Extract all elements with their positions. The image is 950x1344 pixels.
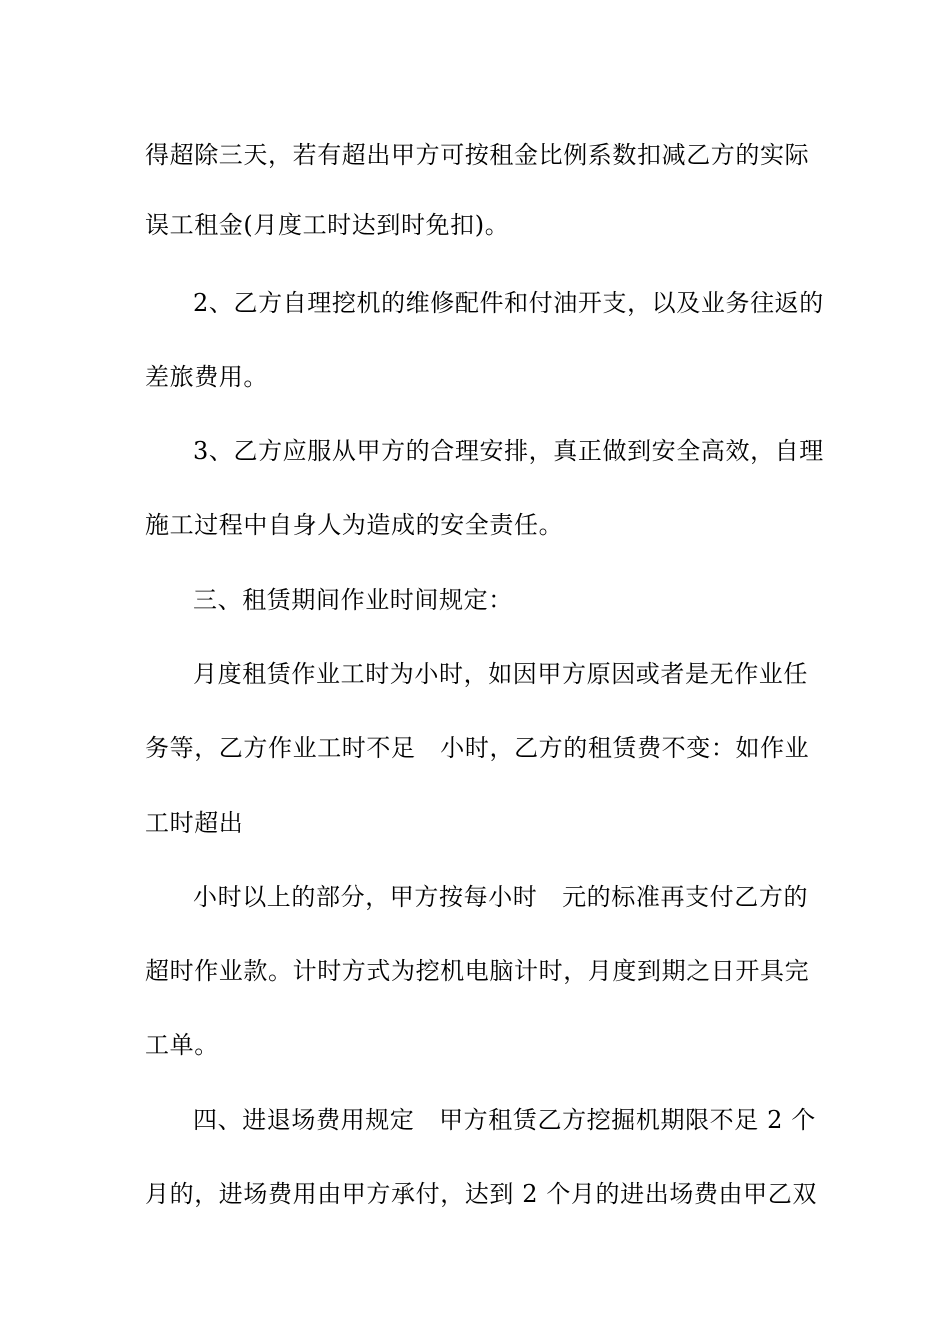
text-line-3: 2、乙方自理挖机的维修配件和付油开支，以及业务往返的: [193, 289, 824, 317]
text-line-12: 超时作业款。计时方式为挖机电脑计时，月度到期之日开具完: [145, 957, 810, 985]
text-line-11: 小时以上的部分，甲方按每小时 元的标准再支付乙方的: [193, 883, 809, 911]
text-line-1: 得超除三天，若有超出甲方可按租金比例系数扣减乙方的实际: [145, 141, 810, 169]
section-heading-4: 四、进退场费用规定 甲方租赁乙方挖掘机期限不足 2 个: [193, 1106, 816, 1134]
text-line-2: 误工租金(月度工时达到时免扣)。: [145, 211, 510, 239]
text-line-5: 3、乙方应服从甲方的合理安排，真正做到安全高效，自理: [193, 437, 824, 465]
text-line-4: 差旅费用。: [145, 363, 268, 391]
text-line-10: 工时超出: [145, 809, 244, 837]
text-line-6: 施工过程中自身人为造成的安全责任。: [145, 511, 564, 539]
text-line-8: 月度租赁作业工时为小时，如因甲方原因或者是无作业任: [193, 660, 808, 688]
section-heading-3: 三、租赁期间作业时间规定：: [193, 586, 513, 614]
text-line-15: 月的，进场费用由甲方承付，达到 2 个月的进出场费由甲乙双: [145, 1180, 817, 1208]
text-line-9: 务等，乙方作业工时不足 小时，乙方的租赁费不变：如作业: [145, 734, 810, 762]
text-line-13: 工单。: [145, 1031, 219, 1059]
